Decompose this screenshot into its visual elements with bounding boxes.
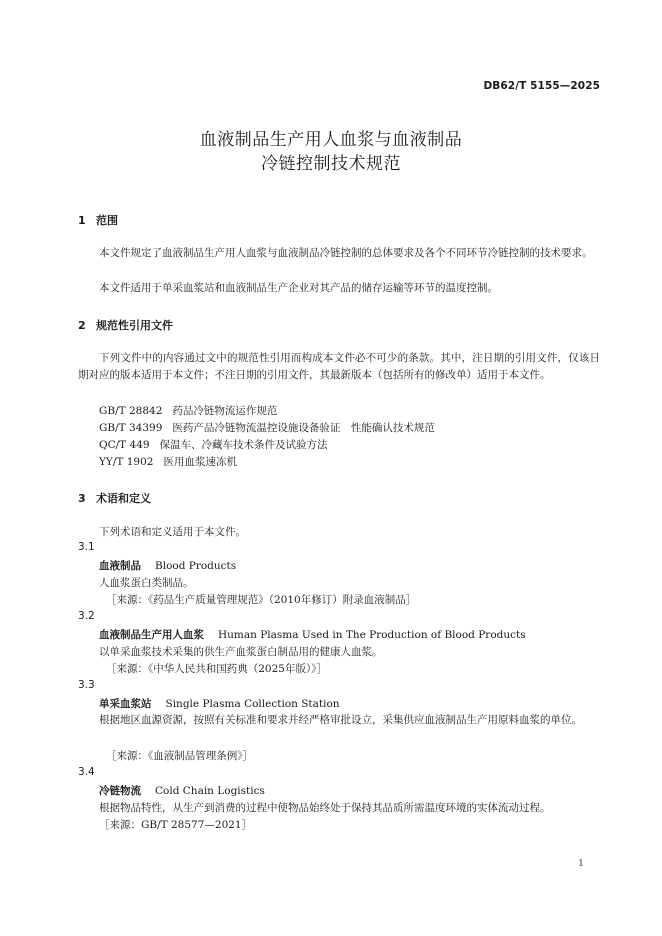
term-number: 3.3 [78, 679, 95, 691]
section-title: 术语和定义 [96, 492, 151, 505]
reference-code: GB/T 28842 [99, 405, 163, 417]
term-chinese: 冷链物流 [99, 785, 141, 797]
term-chinese: 血液制品 [99, 560, 141, 572]
section-2-heading [78, 317, 173, 333]
section-1-paragraph-1: 本文件规定了血液制品生产用人血浆与血液制品冷链控制的总体要求及各个不同环节冷链控制的技术要求。 [99, 247, 593, 259]
reference-item [99, 403, 277, 418]
term-english: Blood Products [155, 560, 237, 572]
term-number: 3.4 [78, 766, 95, 778]
reference-code: GB/T 34399 [99, 422, 163, 434]
term-number: 3.2 [78, 610, 95, 622]
term-source: ［来源：《中华人民共和国药典（2025年版）》］ [106, 663, 327, 675]
reference-title: 医用血浆速冻机 [163, 456, 237, 468]
document-code: DB62/T 5155—2025 [483, 80, 600, 92]
term-name [99, 696, 340, 711]
section-title: 规范性引用文件 [96, 319, 173, 332]
term-name [99, 627, 526, 642]
section-number: 3 [78, 492, 86, 505]
term-definition: 根据地区血源资源，按照有关标准和要求并经严格审批设立，采集供应血液制品生产用原料血浆的单位。 [99, 714, 582, 726]
reference-title: 医药产品冷链物流温控设施设备验证 性能确认技术规范 [172, 422, 435, 434]
term-source: ［来源：《血液制品管理条例》］ [106, 750, 253, 762]
section-3-heading [78, 490, 151, 506]
section-number: 1 [78, 214, 86, 227]
page-number: 1 [577, 858, 584, 869]
term-english: Cold Chain Logistics [155, 785, 265, 797]
reference-item [99, 437, 328, 452]
section-number: 2 [78, 319, 86, 332]
reference-item [99, 420, 435, 435]
term-definition: 人血浆蛋白类制品。 [99, 577, 194, 589]
reference-code: YY/T 1902 [99, 456, 154, 468]
reference-item [99, 454, 237, 469]
term-definition: 根据物品特性，从生产到消费的过程中使物品始终处于保持其品质所需温度环境的实体流动过程。 [99, 802, 551, 814]
term-source: ［来源：GB/T 28577—2021］ [99, 819, 253, 831]
term-name [99, 783, 265, 798]
reference-code: QC/T 449 [99, 439, 150, 451]
term-chinese: 血液制品生产用人血浆 [99, 629, 204, 641]
section-title: 范围 [96, 214, 118, 227]
document-title-line-2: 冷链控制技术规范 [261, 154, 401, 174]
reference-title: 药品冷链物流运作规范 [172, 405, 278, 417]
reference-title: 保温车、冷藏车技术条件及试验方法 [159, 439, 328, 451]
term-number: 3.1 [78, 541, 95, 553]
term-definition: 以单采血浆技术采集的供生产血浆蛋白制品用的健康人血浆。 [99, 646, 383, 658]
term-name [99, 558, 236, 573]
section-1-heading [78, 212, 118, 228]
section-2-paragraph-1: 下列文件中的内容通过文中的规范性引用而构成本文件必不可少的条款。其中，注日期的引用文件，仅该日期对应的版本适用于本文件；不注日期的引用文件，其最新版本（包括所有的修改单）适用于本文件。 [78, 352, 600, 382]
term-english: Single Plasma Collection Station [165, 698, 340, 710]
term-chinese: 单采血浆站 [99, 698, 152, 710]
section-3-intro: 下列术语和定义适用于本文件。 [99, 526, 246, 538]
section-1-paragraph-2: 本文件适用于单采血浆站和血液制品生产企业对其产品的储存运输等环节的温度控制。 [99, 282, 498, 294]
term-source: ［来源：《药品生产质量管理规范》（2010年修订）附录血液制品］ [106, 594, 417, 606]
term-english: Human Plasma Used in The Production of Blood Products [218, 629, 526, 641]
document-title-line-1: 血液制品生产用人血浆与血液制品 [199, 130, 463, 150]
